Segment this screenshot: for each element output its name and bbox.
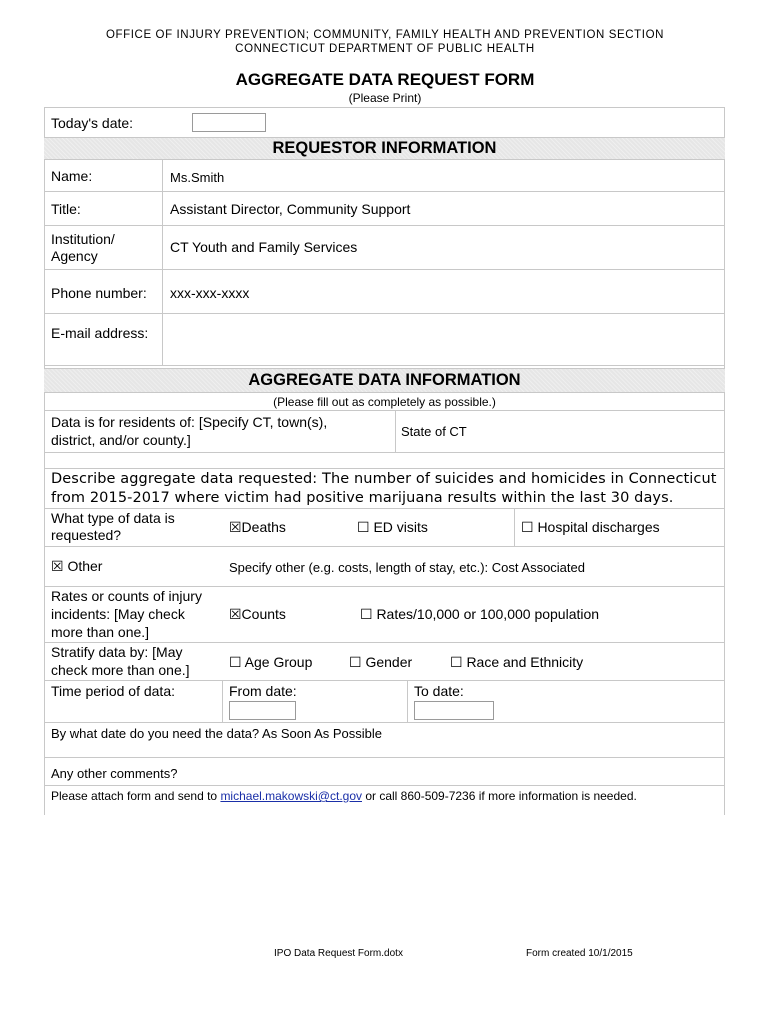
email-label: E-mail address:: [51, 325, 149, 341]
todays-date-label: Today's date:: [51, 115, 134, 131]
type-column-divider: [514, 508, 515, 546]
residents-value[interactable]: State of CT: [401, 424, 467, 439]
to-date-input[interactable]: [414, 701, 494, 720]
row-divider: [44, 410, 725, 411]
institution-label-line1: Institution/: [51, 231, 115, 247]
race-ethnicity-checkbox[interactable]: ☐ Race and Ethnicity: [450, 654, 584, 670]
from-date-input[interactable]: [229, 701, 296, 720]
attach-prefix: Please attach form and send to: [51, 789, 221, 803]
residents-label-line2: district, and/or county.]: [51, 432, 191, 448]
hospital-discharges-checkbox[interactable]: ☐ Hospital discharges: [521, 519, 660, 535]
title-label: Title:: [51, 201, 81, 217]
time-period-label: Time period of data:: [51, 683, 175, 699]
row-divider: [44, 680, 725, 681]
form-border-left: [44, 107, 45, 815]
time-column-divider: [407, 680, 408, 722]
describe-line2[interactable]: from 2015-2017 where victim had positive marijuana results within the last 30 days.: [51, 490, 674, 506]
attach-suffix: or call 860-509-7236 if more information is needed.: [362, 789, 637, 803]
to-date-label: To date:: [414, 683, 464, 699]
row-divider: [44, 107, 725, 108]
footer-created-date: Form created 10/1/2015: [526, 948, 633, 959]
institution-label-line2: Agency: [51, 248, 98, 264]
stratify-label-line2: check more than one.]: [51, 662, 190, 678]
comments-label: Any other comments?: [51, 766, 178, 781]
rates-checkbox[interactable]: ☐ Rates/10,000 or 100,000 population: [360, 606, 600, 622]
gender-checkbox[interactable]: ☐ Gender: [349, 654, 413, 670]
name-value[interactable]: Ms.Smith: [170, 170, 225, 185]
name-label: Name:: [51, 168, 93, 184]
row-divider: [44, 722, 725, 723]
residents-label-line1: Data is for residents of: [Specify CT, town(s),: [51, 414, 328, 430]
row-divider: [44, 159, 725, 160]
rates-label-line2: incidents: [May check: [51, 606, 185, 622]
aggregate-subheading: (Please fill out as completely as possible.): [273, 395, 496, 409]
requestor-column-divider: [162, 159, 163, 365]
row-divider: [44, 365, 725, 366]
institution-value[interactable]: CT Youth and Family Services: [170, 239, 358, 255]
form-border-right: [724, 107, 725, 815]
row-divider: [44, 225, 725, 226]
row-divider: [44, 546, 725, 547]
requestor-heading: REQUESTOR INFORMATION: [272, 139, 497, 157]
rates-label-line1: Rates or counts of injury: [51, 588, 202, 604]
row-divider: [44, 785, 725, 786]
ed-visits-checkbox[interactable]: ☐ ED visits: [357, 519, 428, 535]
row-divider: [44, 508, 725, 509]
type-label-line1: What type of data is: [51, 510, 175, 526]
row-divider: [44, 642, 725, 643]
row-divider: [44, 191, 725, 192]
residents-column-divider: [395, 410, 396, 452]
aggregate-heading: AGGREGATE DATA INFORMATION: [248, 371, 521, 389]
attach-instructions: [51, 788, 637, 805]
other-checkbox[interactable]: ☒ Other: [51, 558, 103, 574]
deaths-checkbox[interactable]: ☒Deaths: [229, 519, 286, 535]
row-divider: [44, 313, 725, 314]
phone-value[interactable]: xxx-xxx-xxxx: [170, 285, 250, 301]
specify-other[interactable]: Specify other (e.g. costs, length of stay, etc.): Cost Associated: [229, 560, 585, 575]
office-header: OFFICE OF INJURY PREVENTION; COMMUNITY, FAMILY HEALTH AND PREVENTION SECTION: [105, 29, 665, 41]
row-divider: [44, 269, 725, 270]
stratify-label-line1: Stratify data by: [May: [51, 644, 183, 660]
footer-filename: IPO Data Request Form.dotx: [274, 948, 403, 959]
todays-date-input[interactable]: [192, 113, 266, 132]
type-label-line2: requested?: [51, 527, 122, 543]
row-divider: [44, 468, 725, 469]
row-divider: [44, 368, 725, 369]
need-by-text[interactable]: By what date do you need the data? As Soon As Possible: [51, 726, 383, 741]
form-subtitle: (Please Print): [348, 91, 422, 105]
request-form: [44, 107, 725, 815]
row-divider: [44, 392, 725, 393]
counts-checkbox[interactable]: ☒Counts: [229, 606, 286, 622]
department-header: CONNECTICUT DEPARTMENT OF PUBLIC HEALTH: [235, 43, 535, 55]
form-title: AGGREGATE DATA REQUEST FORM: [235, 70, 535, 89]
age-group-checkbox[interactable]: ☐ Age Group: [229, 654, 313, 670]
describe-line1[interactable]: Describe aggregate data requested: The number of suicides and homicides in Connecticut: [51, 471, 717, 487]
from-date-label: From date:: [229, 683, 297, 699]
row-divider: [44, 586, 725, 587]
row-divider: [44, 757, 725, 758]
row-divider: [44, 137, 725, 138]
rates-label-line3: more than one.]: [51, 624, 150, 640]
time-column-divider: [222, 680, 223, 722]
phone-label: Phone number:: [51, 285, 147, 301]
row-divider: [44, 452, 725, 453]
contact-email-link[interactable]: michael.makowski@ct.gov: [220, 789, 362, 803]
title-value[interactable]: Assistant Director, Community Support: [170, 201, 411, 217]
